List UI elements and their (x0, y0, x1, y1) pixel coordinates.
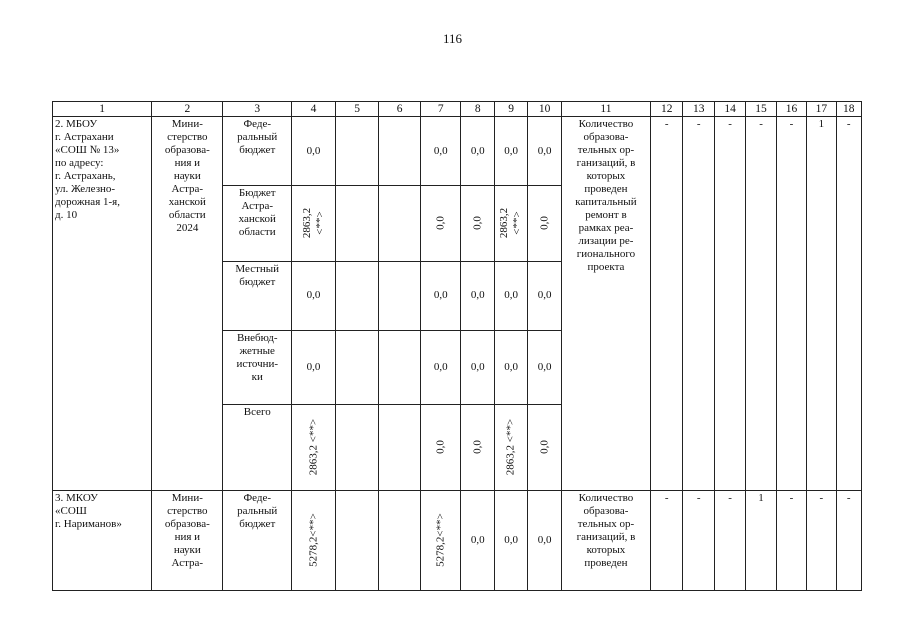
value-cell (420, 186, 461, 261)
value-cell: 0,0 (494, 117, 527, 186)
budget-table (52, 101, 862, 591)
header-cell: 13 (683, 102, 714, 117)
value-cell: 0,0 (528, 117, 561, 186)
header-cell: 6 (379, 102, 421, 117)
value-text: 2863,2 <**> (504, 419, 517, 476)
value-cell: 0,0 (494, 330, 527, 404)
value-cell (379, 117, 421, 186)
value-cell: 0,0 (420, 117, 461, 186)
value-cell (494, 405, 527, 490)
header-cell: 8 (461, 102, 494, 117)
source-cell: Феде- ральный бюджет (223, 117, 292, 186)
table-row (53, 490, 862, 590)
header-cell: 18 (836, 102, 861, 117)
indicator-cell: Количество образова- тельных ор- ганизаций, в которых проведен (561, 490, 650, 590)
year-value-cell: - (683, 490, 714, 590)
value-cell (335, 261, 379, 330)
header-cell: 9 (494, 102, 527, 117)
value-cell (420, 490, 461, 590)
value-cell (335, 186, 379, 261)
value-cell (335, 330, 379, 404)
value-cell (528, 186, 561, 261)
source-cell: Всего (223, 405, 292, 490)
value-text: 0,0 (538, 216, 551, 231)
value-text: 2863,2 <**> (498, 208, 524, 239)
value-text: 0,0 (434, 440, 447, 455)
year-value-cell: - (836, 490, 861, 590)
value-cell: 0,0 (292, 261, 336, 330)
value-cell (379, 186, 421, 261)
header-cell: 4 (292, 102, 336, 117)
value-cell (461, 186, 494, 261)
value-cell (335, 117, 379, 186)
value-text: 5278,2<**> (307, 513, 319, 568)
value-cell: 0,0 (292, 330, 336, 404)
value-cell (379, 490, 421, 590)
value-cell: 0,0 (420, 330, 461, 404)
source-cell: Бюджет Астра- ханской области (223, 186, 292, 261)
year-value-cell: - (746, 117, 776, 491)
year-value-cell: - (836, 117, 861, 491)
header-cell: 12 (651, 102, 683, 117)
value-cell (528, 405, 561, 490)
value-text: 0,0 (434, 216, 447, 231)
value-cell: 0,0 (528, 330, 561, 404)
value-cell: 0,0 (528, 261, 561, 330)
value-cell (379, 405, 421, 490)
value-cell: 0,0 (461, 490, 494, 590)
year-value-cell: 1 (807, 117, 836, 491)
year-value-cell: - (807, 490, 836, 590)
source-cell: Местный бюджет (223, 261, 292, 330)
header-cell: 3 (223, 102, 292, 117)
value-cell (379, 261, 421, 330)
header-cell: 16 (776, 102, 806, 117)
year-value-cell: - (683, 117, 714, 491)
year-value-cell: - (651, 490, 683, 590)
value-text: 0,0 (471, 216, 484, 231)
value-cell: 0,0 (292, 117, 336, 186)
ministry-cell: Мини- стерство образова- ния и науки Астра- ханской области 2024 (152, 117, 223, 491)
value-text: 0,0 (538, 440, 551, 455)
value-cell (494, 186, 527, 261)
object-cell: 3. МКОУ «СОШ г. Нариманов» (53, 490, 152, 590)
page-number: 116 (442, 31, 463, 46)
value-cell: 0,0 (494, 261, 527, 330)
table-row (53, 117, 862, 186)
indicator-cell: Количество образова- тельных ор- ганизаций, в которых проведен капитальный ремонт в рамках реа- лизации ре- гионального проекта (561, 117, 650, 491)
value-cell: 0,0 (494, 490, 527, 590)
value-cell (335, 405, 379, 490)
value-cell: 0,0 (461, 261, 494, 330)
value-cell: 0,0 (461, 330, 494, 404)
header-cell: 7 (420, 102, 461, 117)
value-cell (379, 330, 421, 404)
header-cell: 11 (561, 102, 650, 117)
year-value-cell: - (714, 117, 745, 491)
header-cell: 5 (335, 102, 379, 117)
value-cell: 0,0 (420, 261, 461, 330)
year-value-cell: - (776, 117, 806, 491)
header-cell: 10 (528, 102, 561, 117)
value-cell (292, 490, 336, 590)
value-text: 0,0 (471, 440, 484, 455)
object-cell: 2. МБОУ г. Астрахани «СОШ № 13» по адресу: г. Астрахань, ул. Железно- дорожная 1-я, д. 10 (53, 117, 152, 491)
source-cell: Внебюд- жетные источни- ки (223, 330, 292, 404)
year-value-cell: 1 (746, 490, 776, 590)
value-cell (292, 186, 336, 261)
value-text: 2863,2 <**> (300, 208, 326, 239)
header-cell: 14 (714, 102, 745, 117)
header-cell: 15 (746, 102, 776, 117)
value-cell (292, 405, 336, 490)
value-cell (461, 405, 494, 490)
year-value-cell: - (776, 490, 806, 590)
value-text: 5278,2<**> (434, 513, 447, 568)
header-cell: 2 (152, 102, 223, 117)
value-cell (335, 490, 379, 590)
value-cell: 0,0 (528, 490, 561, 590)
value-cell (420, 405, 461, 490)
value-cell: 0,0 (461, 117, 494, 186)
ministry-cell: Мини- стерство образова- ния и науки Астра- (152, 490, 223, 590)
header-cell: 17 (807, 102, 836, 117)
header-cell: 1 (53, 102, 152, 117)
year-value-cell: - (651, 117, 683, 491)
value-text: 2863,2 <**> (307, 419, 319, 476)
header-row (53, 102, 862, 117)
source-cell: Феде- ральный бюджет (223, 490, 292, 590)
year-value-cell: - (714, 490, 745, 590)
